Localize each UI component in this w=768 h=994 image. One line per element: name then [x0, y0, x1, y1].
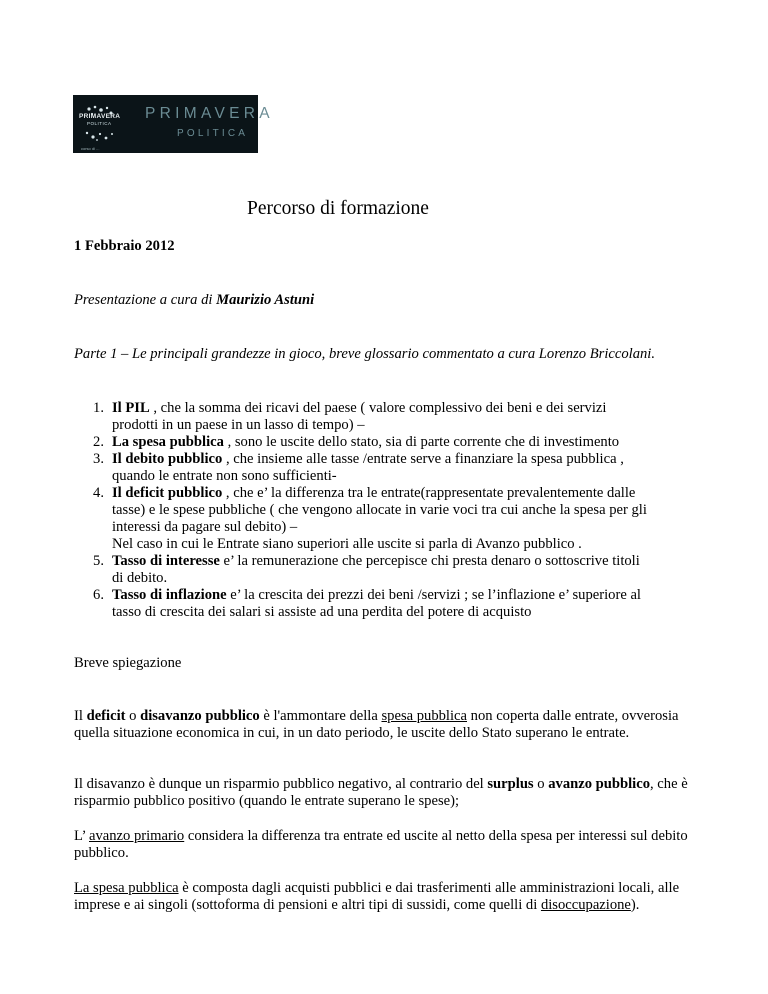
text: o [533, 776, 549, 792]
glossary-term: Tasso di interesse [112, 553, 220, 569]
logo-subtitle: POLITICA [177, 128, 249, 139]
logo-small-subtitle: POLITICA [87, 121, 112, 126]
paragraph-disavanzo [74, 776, 714, 810]
part-heading: Parte 1 – Le principali grandezze in gioco, breve glossario commentato a cura Lorenzo Briccolani. [74, 346, 655, 362]
section-heading: Breve spiegazione [74, 655, 182, 671]
page-title: Percorso di formazione [247, 198, 429, 219]
glossary-text: , che la somma dei ricavi del paese ( valore complessivo dei beni e dei servizi [149, 400, 607, 416]
glossary-term: Il PIL [112, 400, 150, 416]
list-item [74, 553, 734, 587]
link-spesa-pubblica[interactable]: spesa pubblica [381, 708, 467, 724]
text: non coperta dalle entrate, ovverosia quella situazione economica in cui, in un dato periodo, le uscite dello Stato superano le entrate. [74, 708, 679, 741]
glossary-text: prodotti in un paese in un lasso di tempo) – [112, 417, 365, 433]
list-number: 1. [93, 400, 104, 416]
logo [73, 95, 274, 153]
term-deficit: deficit [86, 708, 126, 724]
list-number: 2. [93, 434, 104, 450]
presentation-line [74, 292, 314, 309]
link-disoccupazione[interactable]: disoccupazione [540, 897, 631, 913]
paragraph-avanzo-primario [74, 828, 714, 862]
list-item [74, 485, 734, 553]
glossary-term: Il debito pubblico [112, 451, 223, 467]
list-item [74, 434, 734, 451]
text: ). [630, 897, 640, 913]
text: considera la differenza tra entrate ed uscite al netto della spesa per interessi sul debito pubblico. [74, 828, 688, 861]
text: è l'ammontare della [259, 708, 382, 724]
date: 1 Febbraio 2012 [74, 238, 175, 254]
presentation-prefix: Presentazione a cura di [74, 292, 217, 308]
paragraph-spesa-pubblica [74, 880, 714, 914]
logo-tagline: corso di ... [81, 146, 100, 151]
glossary-text: e’ la remunerazione che percepisce chi presta denaro o sottoscrive titoli [219, 553, 640, 569]
presentation-author: Maurizio Astuni [216, 292, 315, 308]
glossary-text: , che insieme alle tasse /entrate serve a finanziare la spesa pubblica , [222, 451, 624, 467]
glossary-list [74, 400, 734, 621]
glossary-term: La spesa pubblica [112, 434, 224, 450]
logo-small-title: PRIMAVERA [79, 113, 121, 120]
term-avanzo-pubblico: avanzo pubblico [548, 776, 650, 792]
glossary-text: e’ la crescita dei prezzi dei beni /servizi ; se l’inflazione e’ superiore al [226, 587, 641, 603]
list-number: 4. [93, 485, 104, 501]
term-disavanzo: disavanzo pubblico [140, 708, 260, 724]
list-item [74, 400, 734, 434]
glossary-text: , che e’ la differenza tra le entrate(rappresentate prevalentemente dalle [222, 485, 636, 501]
link-spesa-pubblica[interactable]: La spesa pubblica [74, 880, 179, 896]
text: L’ [74, 828, 89, 844]
text: è composta dagli acquisti pubblici e dai trasferimenti alle amministrazioni locali, alle imprese e ai singoli (sottoforma di pensioni e altri tipi di sussidi, come quelli di [74, 880, 680, 913]
paragraph-deficit [74, 708, 714, 742]
text: Il [74, 708, 87, 724]
list-number: 3. [93, 451, 104, 467]
glossary-text: interessi da pagare sul debito) – [112, 519, 298, 535]
list-item [74, 451, 734, 485]
term-surplus: surplus [487, 776, 534, 792]
glossary-text: Nel caso in cui le Entrate siano superiori alle uscite si parla di Avanzo pubblico . [112, 536, 582, 552]
text: , che è risparmio pubblico positivo (quando le entrate superano le spese); [74, 776, 688, 809]
link-avanzo-primario[interactable]: avanzo primario [89, 828, 185, 844]
glossary-text: di debito. [112, 570, 168, 586]
glossary-text: tasse) e le spese pubbliche ( che vengono allocate in varie voci tra cui anche la spesa per gli [112, 502, 647, 518]
glossary-text: quando le entrate non sono sufficienti- [112, 468, 337, 484]
logo-title: PRIMAVERA [145, 105, 274, 122]
list-number: 5. [93, 553, 104, 569]
glossary-text: tasso di crescita dei salari si assiste ad una perdita del potere di acquisto [112, 604, 532, 620]
text: Il disavanzo è dunque un risparmio pubblico negativo, al contrario del [74, 776, 488, 792]
glossary-text: , sono le uscite dello stato, sia di parte corrente che di investimento [223, 434, 620, 450]
list-number: 6. [93, 587, 104, 603]
glossary-term: Il deficit pubblico [112, 485, 223, 501]
text: o [125, 708, 141, 724]
glossary-term: Tasso di inflazione [112, 587, 227, 603]
list-item [74, 587, 734, 621]
